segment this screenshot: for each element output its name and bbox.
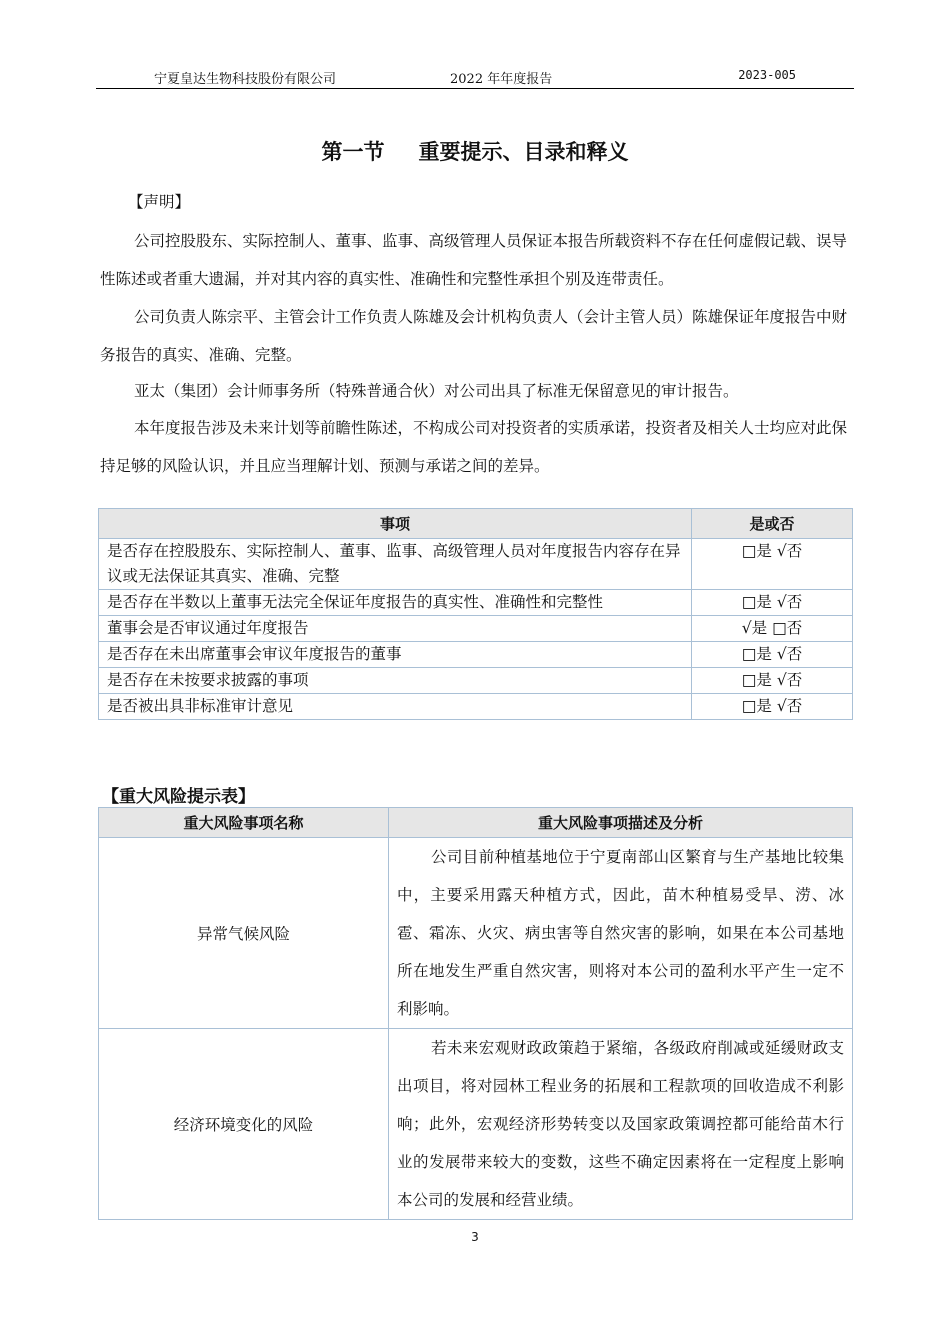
risk-name: 经济环境变化的风险 xyxy=(99,1029,389,1220)
statement-paragraph-1: 公司控股股东、实际控制人、董事、监事、高级管理人员保证本报告所载资料不存在任何虚假记载、误导性陈述或者重大遗漏，并对其内容的真实性、准确性和完整性承担个别及连带责任。 xyxy=(100,232,848,288)
risk-description: 公司目前种植基地位于宁夏南部山区繁育与生产基地比较集中，主要采用露天种植方式，因此，苗木种植易受旱、涝、冰雹、霜冻、火灾、病虫害等自然灾害的影响，如果在本公司基地所在地发生严重自然灾害，则将对本公司的盈利水平产生一定不利影响。 xyxy=(389,838,853,1029)
matter-item: 是否存在未按要求披露的事项 xyxy=(99,668,692,694)
matter-item: 董事会是否审议通过年度报告 xyxy=(99,616,692,642)
matters-table xyxy=(98,508,853,720)
table-row xyxy=(99,590,853,616)
section-number: 第一节 xyxy=(321,140,385,164)
statement-label: 【声明】 xyxy=(128,193,191,211)
table-row xyxy=(99,616,853,642)
matter-item: 是否被出具非标准审计意见 xyxy=(99,694,692,720)
risk-table xyxy=(98,807,853,1220)
risk-table-header xyxy=(99,808,853,838)
page-header xyxy=(96,62,854,89)
matter-answer: □是 √否 xyxy=(692,539,853,590)
risk-name: 异常气候风险 xyxy=(99,838,389,1029)
risk-description: 若未来宏观财政政策趋于紧缩，各级政府削减或延缓财政支出项目，将对园林工程业务的拓展和工程款项的回收造成不利影响；此外，宏观经济形势转变以及国家政策调控都可能给苗木行业的发展带来较大的变数，这些不确定因素将在一定程度上影响本公司的发展和经营业绩。 xyxy=(389,1029,853,1220)
risk-header-desc: 重大风险事项描述及分析 xyxy=(389,808,853,838)
section-name: 重要提示、目录和释义 xyxy=(418,140,629,164)
table-row xyxy=(99,1029,853,1220)
section-title xyxy=(0,136,950,166)
matter-item: 是否存在控股股东、实际控制人、董事、监事、高级管理人员对年度报告内容存在异议或无法保证其真实、准确、完整 xyxy=(99,539,692,590)
table-row xyxy=(99,668,853,694)
risk-header-name: 重大风险事项名称 xyxy=(99,808,389,838)
statement-paragraph-2: 公司负责人陈宗平、主管会计工作负责人陈雄及会计机构负责人（会计主管人员）陈雄保证年度报告中财务报告的真实、准确、完整。 xyxy=(100,308,848,364)
table-row xyxy=(99,539,853,590)
header-doc-code: 2023-005 xyxy=(738,68,796,82)
statement-paragraph-3: 亚太（集团）会计师事务所（特殊普通合伙）对公司出具了标准无保留意见的审计报告。 xyxy=(134,382,739,400)
header-report-title: 2022 年年度报告 xyxy=(450,72,553,87)
header-company: 宁夏皇达生物科技股份有限公司 xyxy=(154,72,337,87)
matter-answer: □是 √否 xyxy=(692,694,853,720)
matters-header-item: 事项 xyxy=(99,509,692,539)
matter-item: 是否存在未出席董事会审议年度报告的董事 xyxy=(99,642,692,668)
table-row xyxy=(99,642,853,668)
matters-header-answer: 是或否 xyxy=(692,509,853,539)
table-row xyxy=(99,694,853,720)
matter-answer: √是 □否 xyxy=(692,616,853,642)
page-number: 3 xyxy=(471,1230,479,1244)
statement-paragraph-4: 本年度报告涉及未来计划等前瞻性陈述，不构成公司对投资者的实质承诺，投资者及相关人士均应对此保持足够的风险认识，并且应当理解计划、预测与承诺之间的差异。 xyxy=(100,419,848,475)
matter-answer: □是 √否 xyxy=(692,590,853,616)
risk-section-title: 【重大风险提示表】 xyxy=(102,787,255,807)
matter-answer: □是 √否 xyxy=(692,668,853,694)
matters-table-header xyxy=(99,509,853,539)
table-row xyxy=(99,838,853,1029)
matter-item: 是否存在半数以上董事无法完全保证年度报告的真实性、准确性和完整性 xyxy=(99,590,692,616)
matter-answer: □是 √否 xyxy=(692,642,853,668)
